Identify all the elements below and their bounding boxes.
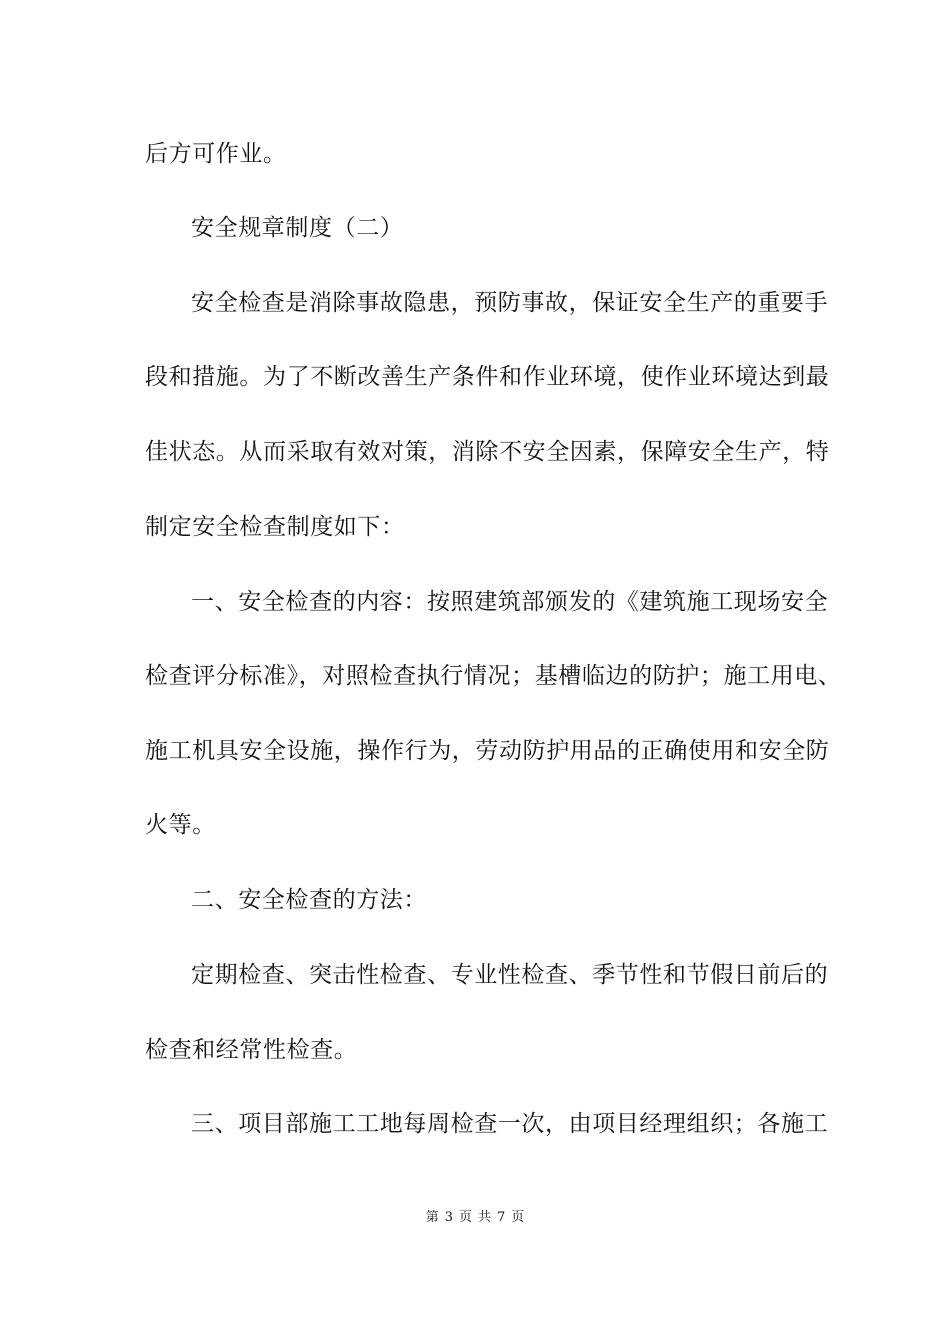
- section-heading: 安全规章制度（二）: [191, 215, 404, 241]
- footer-current-page: 3: [444, 1210, 453, 1225]
- paragraph-line: 安全检查是消除事故隐患，预防事故，保证安全生产的重要手: [191, 290, 829, 316]
- footer-page-unit: 页: [458, 1210, 472, 1225]
- paragraph-line: 三、项目部施工工地每周检查一次，由项目经理组织；各施工: [191, 1111, 829, 1137]
- footer-total-unit: 页: [511, 1210, 525, 1225]
- footer-total-pages: 7: [497, 1210, 506, 1225]
- paragraph-line: 二、安全检查的方法：: [191, 887, 427, 913]
- paragraph-line: 施工机具安全设施，操作行为，劳动防护用品的正确使用和安全防: [145, 738, 830, 764]
- paragraph-line: 段和措施。为了不断改善生产条件和作业环境，使作业环境达到最: [145, 364, 830, 390]
- paragraph-line: 检查和经常性检查。: [145, 1037, 358, 1063]
- paragraph-line: 检查评分标准》，对照检查执行情况；基槽临边的防护；施工用电、: [145, 663, 842, 689]
- paragraph-line: 制定安全检查制度如下：: [145, 514, 405, 540]
- paragraph-line: 后方可作业。: [145, 141, 287, 167]
- paragraph-line: 一、安全检查的内容：按照建筑部颁发的《建筑施工现场安全: [191, 589, 829, 615]
- footer-total-label: 共: [478, 1210, 492, 1225]
- paragraph-line: 佳状态。从而采取有效对策，消除不安全因素，保障安全生产，特: [145, 439, 830, 465]
- paragraph-line: 定期检查、突击性检查、专业性检查、季节性和节假日前后的: [191, 962, 829, 988]
- page-footer: [0, 1209, 950, 1227]
- footer-page-label: 第: [425, 1210, 439, 1225]
- paragraph-line: 火等。: [145, 812, 216, 838]
